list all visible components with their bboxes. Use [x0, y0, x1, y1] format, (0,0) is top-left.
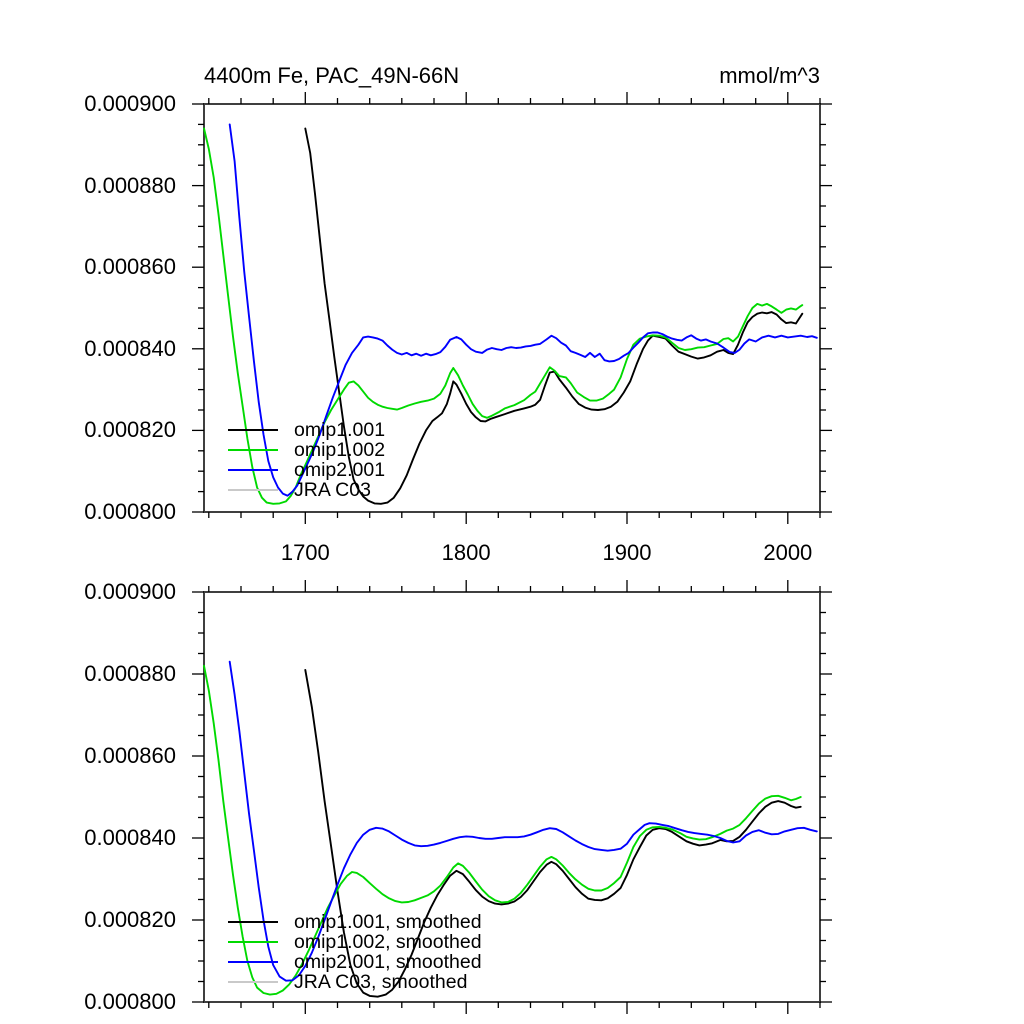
legend-label: omip1.002, smoothed: [294, 931, 482, 953]
y-tick-label: 0.000900: [84, 579, 176, 604]
y-tick-label: 0.000820: [84, 907, 176, 932]
legend-label: omip1.002: [294, 439, 386, 461]
legend-label: omip2.001: [294, 459, 386, 481]
x-tick-label: 1800: [441, 540, 491, 565]
x-tick-label: 1900: [602, 540, 652, 565]
y-tick-label: 0.000840: [84, 825, 176, 850]
legend-label: omip1.001: [294, 419, 386, 441]
panel-top-units-label: mmol/m^3: [719, 63, 820, 88]
panel-top-title: 4400m Fe, PAC_49N-66N: [204, 63, 460, 88]
y-tick-label: 0.000900: [84, 91, 176, 116]
y-tick-label: 0.000860: [84, 254, 176, 280]
y-tick-label: 0.000800: [84, 499, 176, 524]
y-tick-label: 0.000800: [84, 989, 176, 1014]
y-tick-label: 0.000880: [84, 172, 176, 198]
x-tick-label: 1700: [280, 540, 330, 565]
legend-label: JRA C03, smoothed: [294, 971, 468, 993]
x-tick-label: 2000: [763, 540, 813, 565]
legend-label: JRA C03: [294, 479, 371, 501]
legend-label: omip1.001, smoothed: [294, 911, 482, 933]
y-tick-label: 0.000880: [84, 661, 176, 686]
y-tick-label: 0.000840: [84, 335, 176, 361]
legend-label: omip2.001, smoothed: [294, 951, 482, 973]
y-tick-label: 0.000860: [84, 743, 176, 768]
y-tick-label: 0.000820: [84, 417, 176, 443]
